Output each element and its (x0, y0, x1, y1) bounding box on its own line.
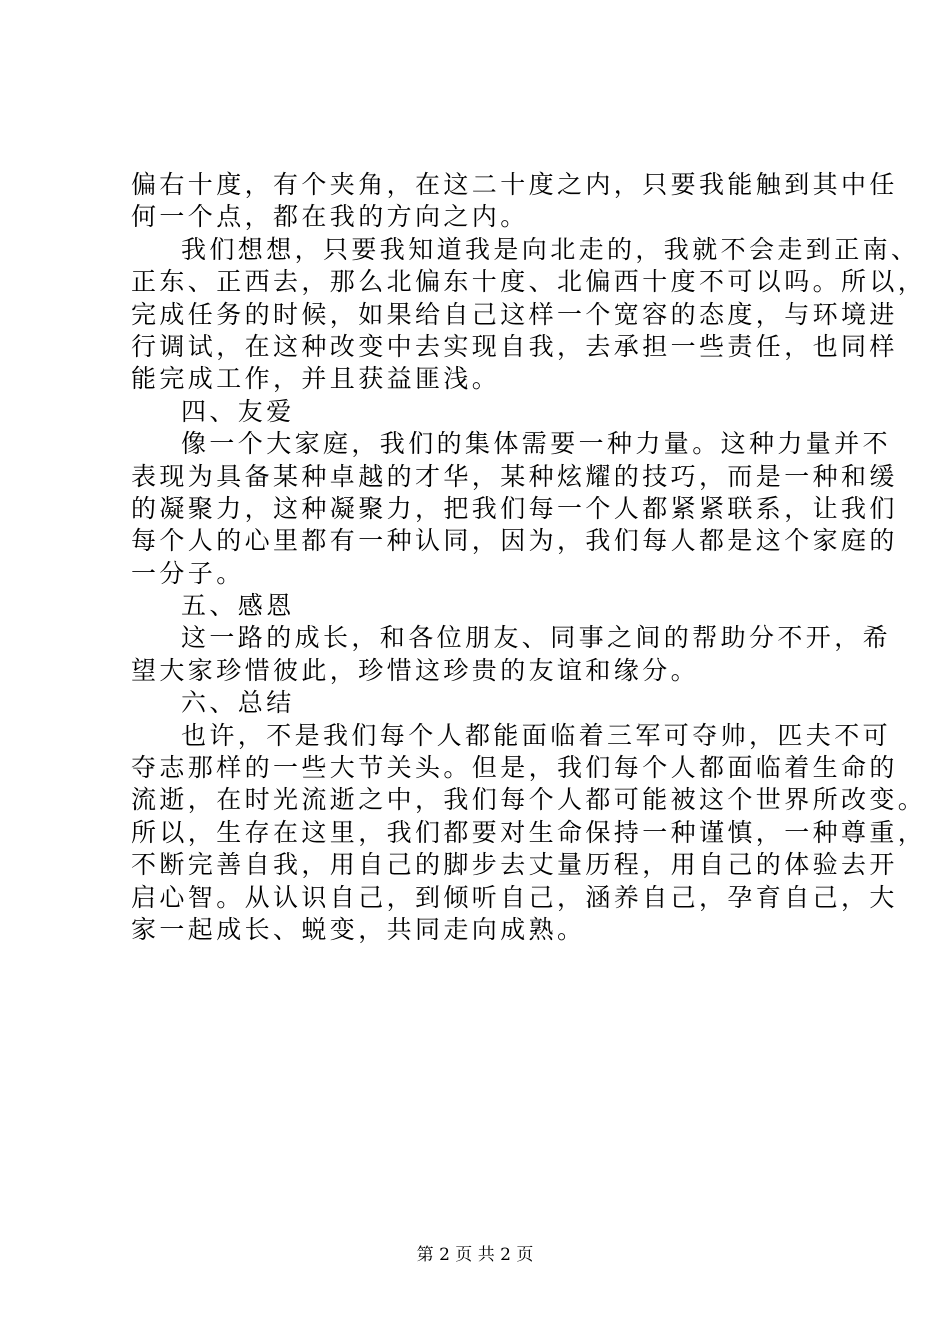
text-line: 表现为具备某种卓越的才华，某种炫耀的技巧，而是一种和缓 (131, 461, 898, 491)
text-line: 何一个点，都在我的方向之内。 (131, 202, 529, 232)
paragraph-start-line: 我们想想，只要我知道我是向北走的，我就不会走到正南、 (181, 234, 920, 264)
text-line: 偏右十度，有个夹角，在这二十度之内，只要我能触到其中任 (131, 170, 898, 199)
section-heading-summary: 六、总结 (181, 688, 295, 718)
text-line: 望大家珍惜彼此，珍惜这珍贵的友谊和缘分。 (131, 655, 700, 685)
document-body (131, 169, 927, 946)
text-line: 能完成工作，并且获益匪浅。 (131, 364, 501, 394)
text-line: 流逝，在时光流逝之中，我们每个人都可能被这个世界所改变。 (131, 785, 927, 815)
text-line: 所以，生存在这里，我们都要对生命保持一种谨慎，一种尊重， (131, 817, 927, 847)
paragraph-start-line: 也许，不是我们每个人都能面临着三军可夺帅，匹夫不可 (181, 720, 892, 750)
text-line: 的凝聚力，这种凝聚力，把我们每一个人都紧紧联系，让我们 (131, 493, 898, 523)
text-line: 每个人的心里都有一种认同，因为，我们每人都是这个家庭的 (131, 526, 898, 556)
paragraph-start-line: 像一个大家庭，我们的集体需要一种力量。这种力量并不 (181, 429, 892, 459)
section-heading-friendship: 四、友爱 (181, 396, 295, 426)
text-line: 家一起成长、蜕变，共同走向成熟。 (131, 914, 586, 944)
text-line: 启心智。从认识自己，到倾听自己，涵养自己，孕育自己，大 (131, 882, 898, 912)
page-footer (0, 1243, 950, 1267)
text-line: 不断完善自我，用自己的脚步去丈量历程，用自己的体验去开 (131, 850, 898, 880)
text-line: 完成任务的时候，如果给自己这样一个宽容的态度，与环境进 (131, 299, 898, 329)
section-heading-gratitude: 五、感恩 (181, 591, 295, 621)
page-number-label: 第 2 页 共 2 页 (416, 1245, 534, 1265)
text-line: 夺志那样的一些大节关头。但是，我们每个人都面临着生命的 (131, 753, 898, 783)
text-line: 行调试，在这种改变中去实现自我，去承担一些责任，也同样 (131, 331, 898, 361)
paragraph-start-line: 这一路的成长，和各位朋友、同事之间的帮助分不开，希 (181, 623, 892, 653)
text-line: 一分子。 (131, 558, 245, 588)
text-line: 正东、正西去，那么北偏东十度、北偏西十度不可以吗。所以， (131, 267, 927, 297)
